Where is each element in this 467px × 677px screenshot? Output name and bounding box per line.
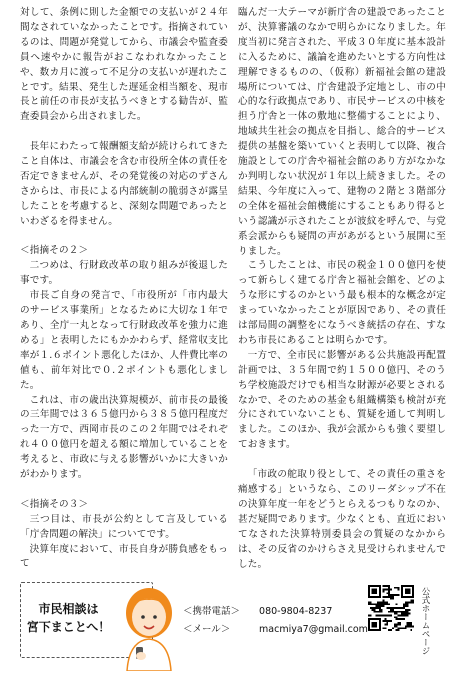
paragraph: これは、市の歳出決算規模が、前市長の最後の三年間では３６５億円から３８５億円程度だった一方で、西岡市長のこの２年間ではそれぞれ４００億円を超える額に増加していることを考えると、市政に与える影響がいかに大きいかがわかります。 [20, 394, 228, 481]
contact-info [183, 603, 368, 639]
qr-code-icon[interactable] [368, 585, 414, 631]
paragraph: 長年にわたって報酬額支給が続けられてきたこと自体は、市議会を含む市役所全体の責任を否定できませんが、その発覚後の対応のずさんさからは、市長による内部統制の脆弱さが露呈したことを考慮すると、深刻な問題であったといわざるを得ません。 [20, 141, 228, 227]
paragraph: 決算年度において、市長自身が勝負感をもって [20, 543, 228, 570]
email-label: ＜メール＞ [183, 624, 231, 635]
phone-label: ＜携帯電話＞ [183, 606, 241, 617]
paragraph: 三つ目は、市長が公約として言及している「庁舎問題の解決」についてです。 [20, 513, 228, 540]
right-column [238, 6, 446, 572]
left-column [20, 6, 228, 572]
paragraph: こうしたことは、市民の税金１００億円を使って新らしく建てる庁舎と福祉会館を、どのような形にするのかという最も根本的な概念が定まっていなかったことが原因であり、その責任は部局間の調整をになうべき統括の存在、すなわち市長にあることは明らかです。 [238, 260, 446, 346]
footer [0, 575, 467, 677]
phone-row [183, 603, 368, 621]
phone-number[interactable]: 080-9804-8237 [259, 606, 333, 617]
paragraph: 臨んだ一大テーマが新庁舎の建設であったことが、決算審議のなかで明らかになりました。年度当初に発言された、平成３０年度に基本設計に入るために、議論を進めたいとする方向性は理解できるものの、（仮称）新福祉会館の建設場所については、庁舎建設予定地とし、市の中心的な行政拠点であり、市民サービスの中核を担う庁舎と一体の敷地に整備することにより、地域共生社会の拠点を目指し、総合的サービス提供の基盤を築いていくと表明して以降、複合施設としての庁舎や福祉会館のあり方がなかなか判明しない状況が１年以上続きました。その結果、今年度に入って、建物の２階と３階部分の全体を福祉会館機能にすることもあり得るという認識が示されたことが波紋を呼んで、与党系会派からも疑問の声があがるという展開に至りました。 [238, 7, 446, 257]
section-heading: ＜指摘その２＞ [20, 245, 89, 257]
person-illustration-icon [119, 583, 179, 671]
paragraph: 一方で、全市民に影響がある公共施設再配置計画では、３５年間で約１５００億円、そのうち学校施設だけでも相当な財源が必要とされるなかで、そのための基金も組織構築も検討が充分にされていないことも、質疑を通して判明しました。このほか、我が会派からも強く要望しておきます。 [238, 349, 446, 451]
email-address[interactable]: macmiya7@gmail.com [259, 624, 368, 635]
consult-line: 市民相談は [38, 602, 99, 616]
section-heading: ＜指摘その３＞ [20, 498, 89, 510]
paragraph: 二つめは、行財政改革の取り組みが後退した事です。 [20, 260, 228, 287]
qr-label: 公式ホームページ [420, 587, 430, 655]
paragraph: 市長ご自身の発言で、「市役所が「市内最大のサービス事業所」となるために大切な１年であり、全庁一丸となって行財政改革を強力に進める」と表明したにもかかわらず、経常収支比率が１.６ポイント悪化したほか、人件費比率の値も、前年対比で０.２ポイントも悪化しました。 [20, 290, 228, 391]
paragraph: 対して、条例に則した金額での支払いが２４年間なされていなかったことです。指摘されているのは、問題が発覚してから、市議会や監査委員へ速やかに報告がおこなわれなかったことや、数カ月に渡って不足分の支払いが遅れたことです。結果、発生した遅延金相当額を、現市長と前任の市長が支払うべきとする勧告が、監査委員会から出されました。 [20, 7, 228, 123]
email-row [183, 621, 368, 639]
paragraph: 「市政の舵取り役として、その責任の重さを痛感する」というなら、このリーダシップ不在の決算年度一年をどうとらえるつもりなのか、甚だ疑問であります。少なくとも、直近においてなされた決算特別委員会の質疑のなかからは、その反省のかけらさえ見受けられませんでした。 [238, 469, 446, 570]
consult-line: 宮下まことへ！ [26, 620, 111, 634]
